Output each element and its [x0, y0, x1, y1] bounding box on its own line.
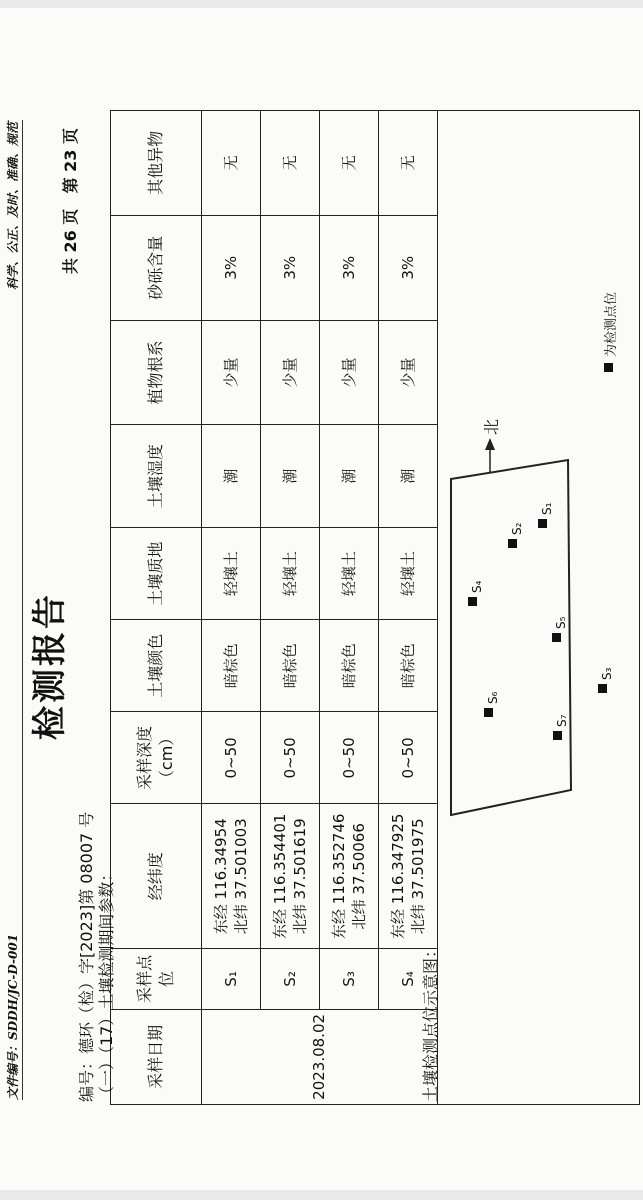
soil-color: 暗棕色: [379, 620, 438, 712]
point-s7-marker: [553, 731, 562, 740]
soil-texture: 轻壤土: [320, 527, 379, 619]
north-label: 北: [482, 418, 501, 435]
point-s3-marker: [598, 684, 607, 693]
longitude: 东经 116.354401: [270, 813, 289, 939]
col-header: 土壤质地: [111, 527, 202, 619]
soil-color: 暗棕色: [202, 620, 261, 712]
longitude: 东经 116.34954: [211, 818, 230, 935]
col-header: 其他异物: [111, 111, 202, 216]
soil-texture: 轻壤土: [261, 527, 320, 619]
gravel-content: 3%: [320, 215, 379, 320]
longitude: 东经 116.347925: [388, 813, 407, 939]
section-heading: （一）（17）土壤检测期间参数：: [97, 865, 116, 1102]
soil-moisture: 潮: [379, 425, 438, 528]
point-s4-marker: [468, 597, 477, 606]
soil-texture: 轻壤土: [202, 527, 261, 619]
legend-text: 为检测点位: [604, 291, 619, 357]
north-arrow-head: [485, 438, 495, 450]
page-title: 检测报告: [30, 592, 70, 740]
sampling-point: S₃: [320, 949, 379, 1010]
col-header: 土壤湿度: [111, 425, 202, 528]
other-matter: 无: [261, 111, 320, 216]
col-header: 采样日期: [111, 1009, 202, 1104]
point-label: S₇: [555, 714, 569, 727]
sampling-point: S₄: [379, 949, 438, 1010]
soil-texture: 轻壤土: [379, 527, 438, 619]
sampling-date: 2023.08.02: [202, 1009, 438, 1104]
point-s2-marker: [508, 539, 517, 548]
col-header: 土壤颜色: [111, 620, 202, 712]
point-label: S₂: [510, 522, 524, 535]
plant-roots: 少量: [379, 320, 438, 425]
point-label: S₁: [540, 502, 554, 515]
map-label: 土壤检测点位示意图：: [421, 941, 440, 1102]
soil-color: 暗棕色: [320, 620, 379, 712]
latitude: 北纬 37.501975: [409, 818, 427, 935]
plant-roots: 少量: [320, 320, 379, 425]
latitude: 北纬 37.501003: [232, 818, 250, 935]
sampling-point: S₂: [261, 949, 320, 1010]
legend-marker: [604, 363, 613, 372]
point-s6-marker: [484, 708, 493, 717]
motto: 科学、公正、及时、准确、规范: [6, 122, 20, 291]
gravel-content: 3%: [202, 215, 261, 320]
depth: 0~50: [202, 712, 261, 804]
file-number: 文件编号：SDDH/JC-D-001: [6, 933, 20, 1100]
soil-moisture: 潮: [320, 425, 379, 528]
other-matter: 无: [202, 111, 261, 216]
total-pages: 共 26 页: [61, 208, 80, 275]
soil-moisture: 潮: [261, 425, 320, 528]
site-boundary: [0, 10, 640, 1190]
other-matter: 无: [320, 111, 379, 216]
col-header: 植物根系: [111, 320, 202, 425]
sampling-point: S₁: [202, 949, 261, 1010]
other-matter: 无: [379, 111, 438, 216]
soil-moisture: 潮: [202, 425, 261, 528]
col-header: 砂砾含量: [111, 215, 202, 320]
point-label: S₄: [470, 580, 484, 593]
gravel-content: 3%: [261, 215, 320, 320]
col-header: 采样点位: [111, 949, 202, 1010]
latitude: 北纬 37.50066: [350, 823, 368, 930]
longitude: 东经 116.352746: [329, 813, 348, 939]
plant-roots: 少量: [202, 320, 261, 425]
plant-roots: 少量: [261, 320, 320, 425]
point-s1-marker: [538, 519, 547, 528]
depth: 0~50: [379, 712, 438, 804]
rotated-content: [0, 10, 640, 1190]
depth: 0~50: [320, 712, 379, 804]
current-page: 第 23 页: [61, 128, 80, 194]
point-label: S₆: [486, 691, 500, 704]
soil-color: 暗棕色: [261, 620, 320, 712]
document-page: [0, 8, 643, 1190]
point-label: S₃: [600, 667, 614, 680]
col-header: 经纬度: [111, 804, 202, 949]
col-header: 采样深度（cm）: [111, 712, 202, 804]
latitude: 北纬 37.501619: [291, 818, 309, 935]
report-number: 编号：德环（检）字[2023]第 08007 号: [77, 811, 96, 1102]
point-label: S₅: [554, 616, 568, 629]
depth: 0~50: [261, 712, 320, 804]
gravel-content: 3%: [379, 215, 438, 320]
point-s5-marker: [552, 633, 561, 642]
